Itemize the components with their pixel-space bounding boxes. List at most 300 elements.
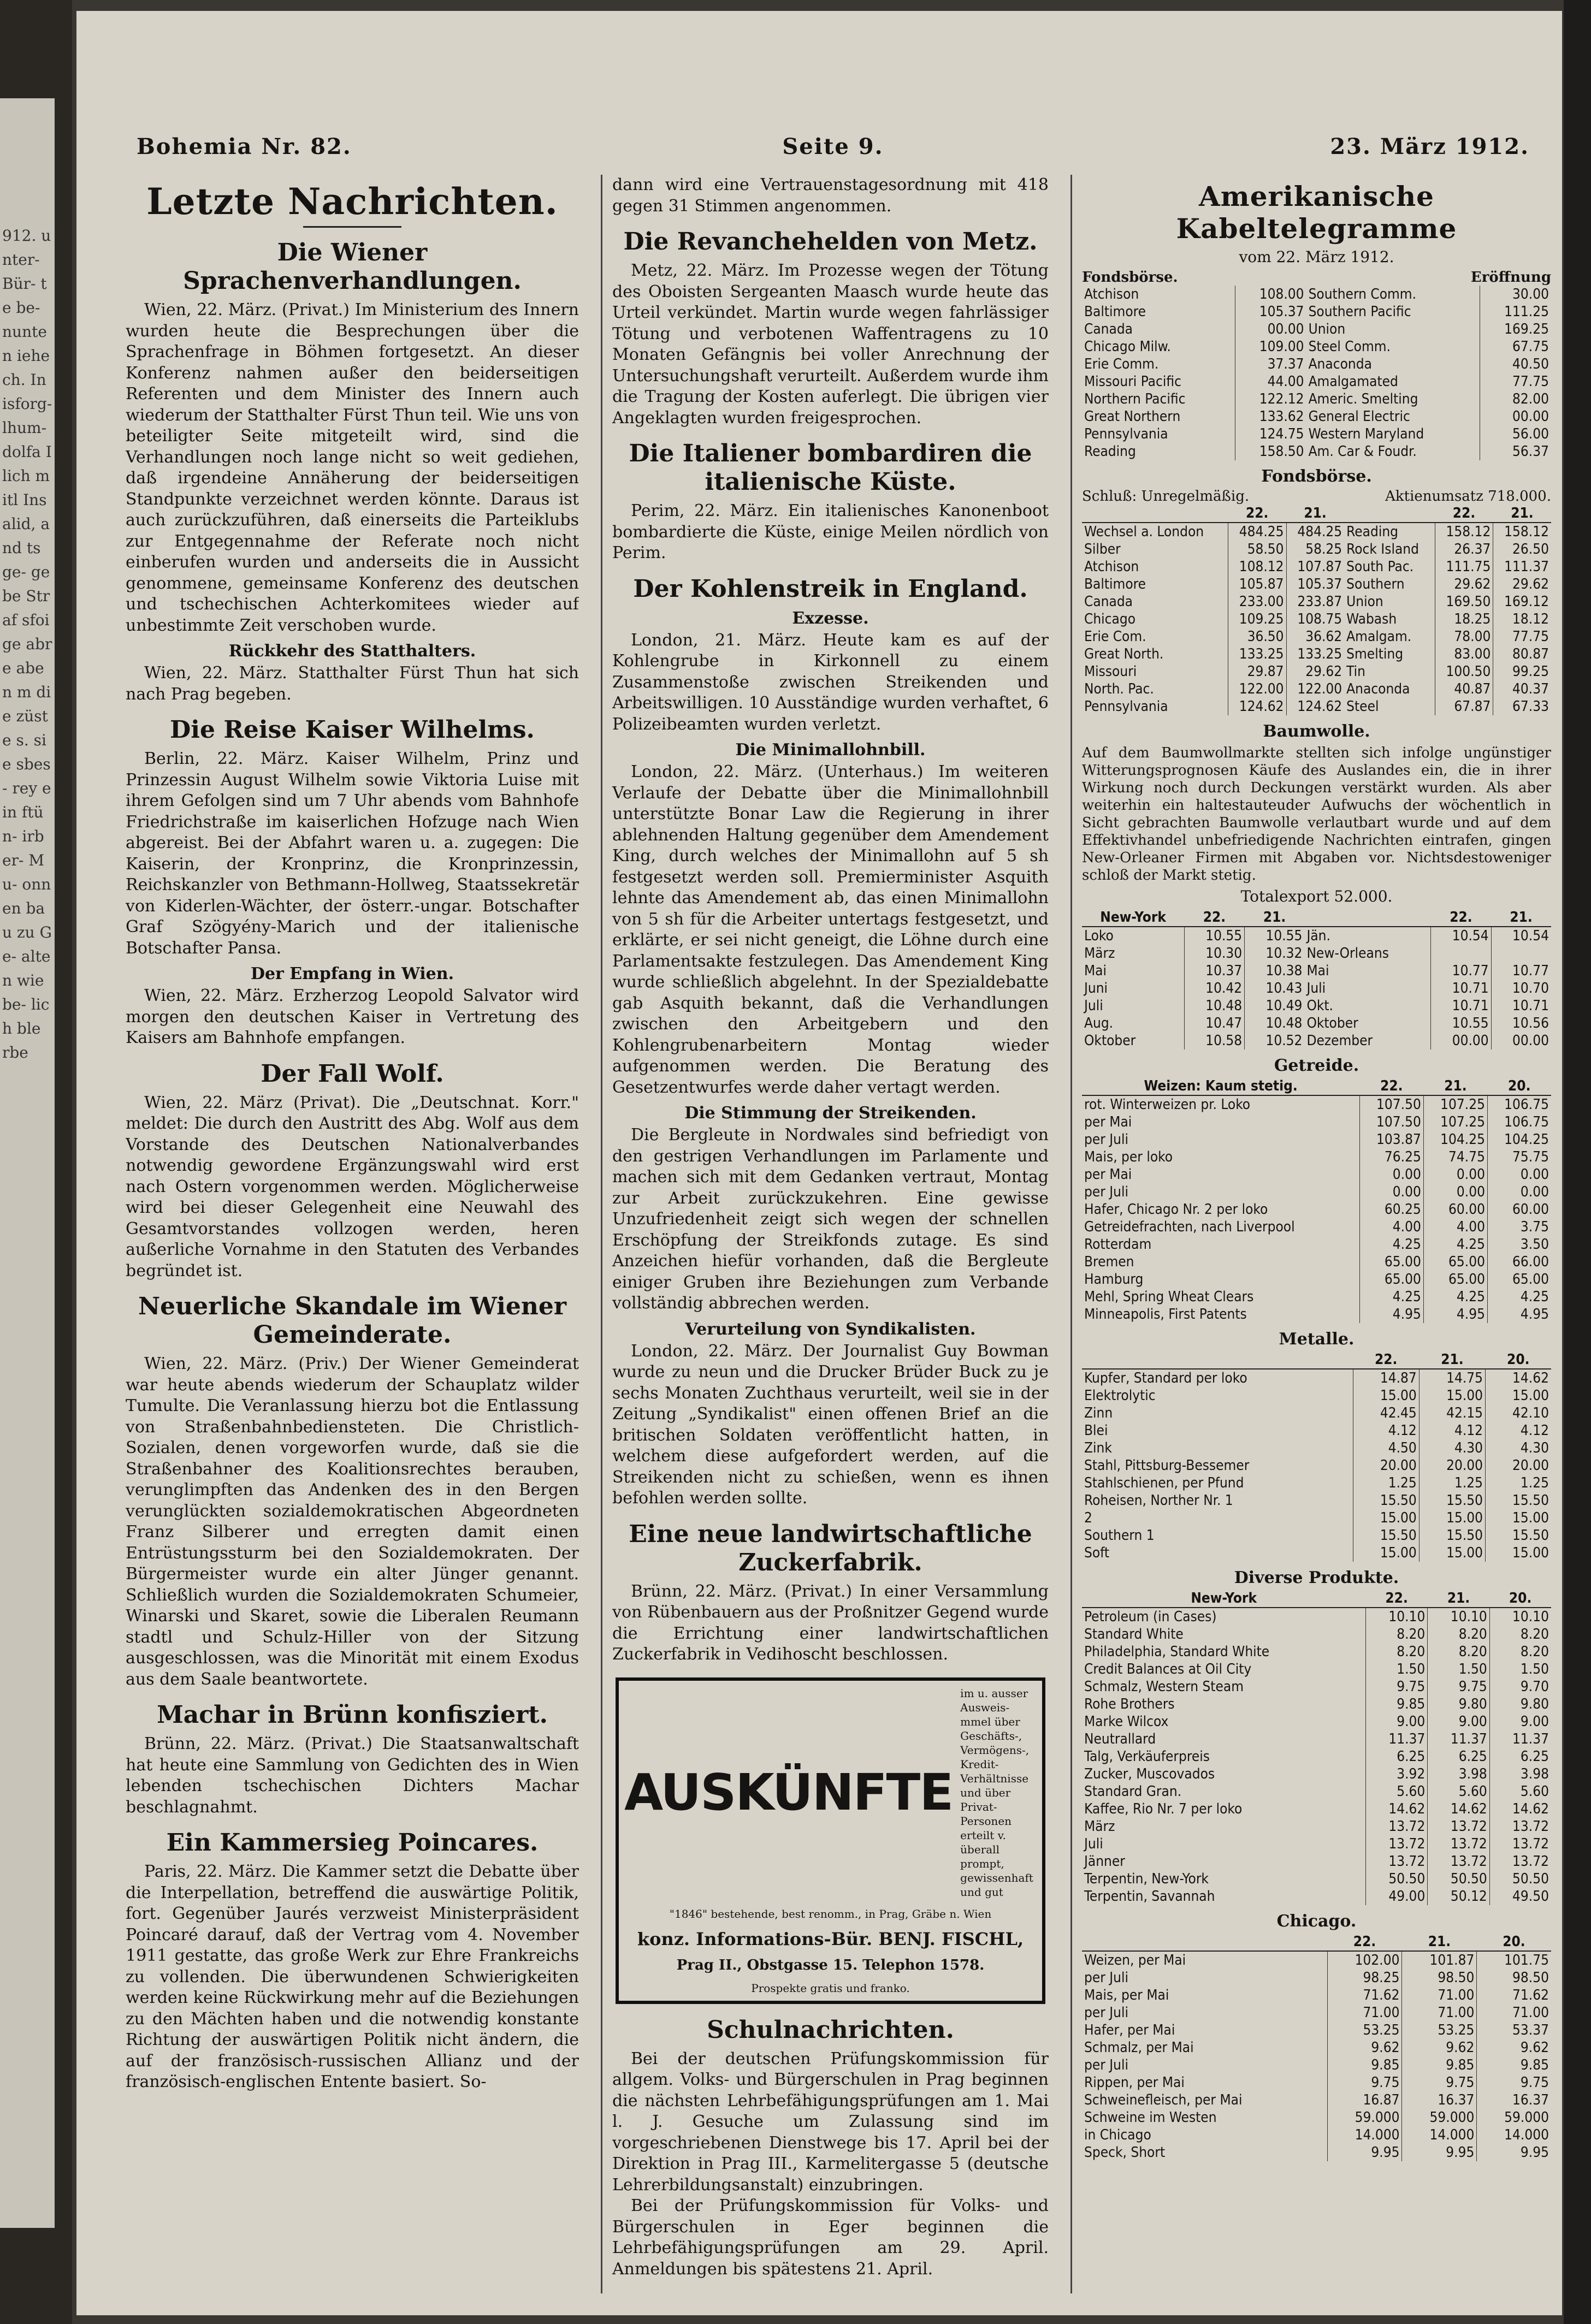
table-cell: 15.50	[1419, 1527, 1485, 1544]
table-label: Fondsbörse.	[1082, 269, 1178, 286]
table-cell: 106.75	[1487, 1095, 1551, 1113]
table-cell: 133.62	[1235, 408, 1306, 425]
table-cell: Elektrolytic	[1084, 1388, 1156, 1404]
table-cell: 15.50	[1486, 1492, 1551, 1509]
article-heading: Der Fall Wolf.	[261, 1059, 444, 1088]
table-row	[1082, 1527, 1551, 1544]
article-subheading: Exzesse.	[792, 608, 869, 628]
table-row	[1082, 1678, 1551, 1695]
table-cell: Reading	[1084, 443, 1136, 460]
table-cell: 3.98	[1489, 1765, 1551, 1783]
market-note: Auf dem Baumwollmarkte stellten sich infolge ungünstiger Witterungsprognosen Käufe des Auslandes ein, die in ihrer Wirkung noch durch Deckungen verstärkt wurden. Als aber weiterhin ein haltestauteuder Aufwuchs der wöchentlich in Sicht gebrachten Baumwolle verlautbart wurde und auf dem Effektivhandel unbefriedigende Nachrichten eintrafen, gingen New-Orleaner Firmen mit Abgaben vor. Nichtsdestoweniger schloß der Markt stetig.	[1082, 745, 1551, 884]
table-cell: 8.20	[1489, 1626, 1551, 1643]
table-cell: Zink	[1084, 1440, 1112, 1456]
article-heading: Eine neue landwirtschaftliche Zuckerfabrik.	[629, 1520, 1032, 1576]
article-subheading: Die Minimallohnbill.	[735, 740, 926, 760]
table-cell: 14.000	[1402, 2126, 1477, 2144]
fonds-open-table	[1082, 286, 1551, 460]
table-cell: Oktober	[1084, 1033, 1136, 1049]
table-row	[1082, 443, 1551, 460]
table-cell: 10.70	[1491, 980, 1551, 997]
table-cell: 10.58	[1184, 1032, 1245, 1050]
table-cell: 107.25	[1423, 1113, 1487, 1131]
table-cell: Chicago	[1084, 611, 1136, 627]
article-text: Wien, 22. März. (Priv.) Der Wiener Gemeinderat war heute abends wiederum der Schauplatz wilder Tumulte. Die Veranlassung hierzu bot die Entlassung von Straßenbahnbediensteten. Die Christlich-Sozialen, denen vorgeworfen wurde, daß sie die Straßenbahner des Koalitionsrechtes berauben, verunglimpften das Andenken des in den Bergen verunglückten sozialdemokratischen Abgeordneten Franz Silberer und erregten damit einen Entrüstungssturm bei den Sozialdemokraten. Der Bürgermeister wurde ein alter Jünger genannt. Schließlich wurden die Sozialdemokraten Schumeier, Winarski und Skaret, sowie die Liberalen Reumann stadtl und Schulz-Hiller von der Sitzung ausgeschlossen, was die Minorität mit einem Exodus aus dem Saale beantwortete.	[126, 1354, 579, 1689]
table-cell: per Juli	[1084, 1131, 1129, 1148]
table-cell: 4.25	[1487, 1288, 1551, 1306]
article-heading: Der Kohlenstreik in England.	[633, 574, 1028, 603]
table-cell: 4.25	[1423, 1236, 1487, 1253]
table-cell: 15.00	[1486, 1387, 1551, 1404]
table-cell: Western Maryland	[1308, 426, 1424, 442]
table-cell: 233.87	[1286, 593, 1344, 610]
table-cell: 11.37	[1428, 1730, 1489, 1748]
article-heading: Die Revanchehelden von Metz.	[623, 228, 1038, 256]
table-row	[1082, 2039, 1551, 2056]
table-cell: 10.49	[1245, 997, 1305, 1015]
table-cell: 107.87	[1286, 558, 1344, 576]
table-cell: Union	[1346, 594, 1383, 610]
table-cell: 98.25	[1327, 1969, 1402, 1987]
table-row	[1082, 927, 1551, 945]
table-header-cell: 21.	[1402, 1933, 1477, 1951]
table-cell: Mehl, Spring Wheat Clears	[1084, 1289, 1254, 1305]
table-cell: 99.25	[1493, 663, 1551, 680]
table-cell: 00.00	[1431, 1032, 1492, 1050]
table-header-cell: 22.	[1365, 1590, 1427, 1608]
table-cell: Missouri	[1084, 663, 1137, 680]
table-cell: Southern 1	[1084, 1527, 1155, 1544]
table-cell: 10.38	[1245, 962, 1305, 980]
table-cell: 0.00	[1359, 1183, 1423, 1201]
table-cell: 13.72	[1365, 1853, 1427, 1870]
table-cell: 124.75	[1235, 425, 1306, 443]
table-cell: 18.12	[1493, 610, 1551, 628]
table-cell: in Chicago	[1084, 2127, 1151, 2143]
table-row	[1082, 1474, 1551, 1492]
article-heading: Die Italiener bombardiren die italienische Küste.	[629, 440, 1032, 496]
table-cell: 15.00	[1486, 1509, 1551, 1527]
article-text: dann wird eine Vertrauenstagesordnung mit 418 gegen 31 Stimmen angenommen.	[612, 175, 1049, 216]
table-cell: Dezember	[1306, 1033, 1373, 1049]
masthead-page-number: Seite 9.	[782, 134, 884, 159]
table-row	[1082, 1288, 1551, 1306]
table-row	[1082, 1853, 1551, 1870]
table-cell: 10.10	[1489, 1608, 1551, 1626]
table-cell: 104.25	[1423, 1131, 1487, 1148]
table-cell: 60.25	[1359, 1201, 1423, 1218]
table-cell: 50.50	[1365, 1870, 1427, 1888]
table-cell: 4.30	[1419, 1439, 1485, 1457]
table-cell: 42.15	[1419, 1404, 1485, 1422]
article-text: Bei der deutschen Prüfungskommission für allgem. Volks- und Bürgerschulen in Prag beginnen die nächsten Lehrbefähigungsprüfungen am 1. Mai l. J. Gesuche um Zulassung sind im vorgeschriebenen Dienstwege bis 17. April bei der Direktion in Prag III., Karmelitergasse 5 (deutsche Lehrerbildungsanstalt) einzubringen.	[612, 2049, 1049, 2195]
ad-footer: Prospekte gratis und franko.	[751, 1981, 910, 1995]
column-3	[1070, 175, 1551, 2293]
table-row	[1082, 2109, 1551, 2126]
table-cell: 4.95	[1359, 1306, 1423, 1323]
table-cell: Mais, per Mai	[1084, 1987, 1169, 2003]
table-cell: 00.00	[1235, 321, 1306, 338]
table-row	[1082, 321, 1551, 338]
table-row	[1082, 373, 1551, 390]
table-cell: Amalgamated	[1308, 374, 1398, 390]
table-cell: Standard Gran.	[1084, 1783, 1182, 1800]
ad-company: konz. Informations-Bür. BENJ. FISCHL,	[637, 1928, 1024, 1949]
table-cell: Union	[1308, 321, 1346, 337]
table-cell: 4.00	[1423, 1218, 1487, 1236]
table-cell: 4.25	[1423, 1288, 1487, 1306]
table-row	[1082, 1095, 1551, 1113]
table-cell: 124.62	[1228, 698, 1286, 715]
advertisement-box	[616, 1677, 1045, 2004]
table-cell: 14.87	[1353, 1369, 1419, 1387]
table-cell: per Juli	[1084, 2005, 1129, 2021]
table-cell: 74.75	[1423, 1148, 1487, 1166]
table-cell: 15.00	[1419, 1509, 1485, 1527]
products-table	[1082, 1590, 1551, 1905]
table-row	[1082, 1748, 1551, 1765]
fonds-close-table	[1082, 505, 1551, 715]
table-cell: 105.37	[1235, 303, 1306, 321]
table-cell: 15.00	[1486, 1544, 1551, 1562]
masthead-paper: Bohemia Nr. 82.	[137, 134, 352, 159]
table-cell: 13.72	[1489, 1835, 1551, 1853]
table-cell: 98.50	[1402, 1969, 1477, 1987]
table-cell: 9.95	[1327, 2144, 1402, 2161]
table-cell: Schmalz, per Mai	[1084, 2040, 1194, 2056]
table-cell: 71.00	[1402, 1987, 1477, 2004]
newspaper-page	[76, 11, 1562, 2315]
table-cell: 9.75	[1477, 2074, 1551, 2091]
table-header-cell: 21.	[1428, 1590, 1489, 1608]
table-cell: 1.50	[1428, 1661, 1489, 1678]
table-cell: 65.00	[1359, 1271, 1423, 1288]
table-cell: 5.60	[1365, 1783, 1427, 1800]
table-row	[1082, 1422, 1551, 1439]
table-row	[1082, 962, 1551, 980]
table-cell: Steel	[1346, 698, 1379, 715]
table-row	[1082, 2144, 1551, 2161]
table-label: Diverse Produkte.	[1234, 1568, 1399, 1587]
table-row	[1082, 2126, 1551, 2144]
article-subheading: Rückkehr des Statthalters.	[228, 642, 476, 661]
ad-headline: AUSKÜNFTE	[624, 1763, 953, 1822]
table-cell: 36.62	[1286, 628, 1344, 645]
table-cell: 10.77	[1431, 962, 1492, 980]
table-row	[1082, 1131, 1551, 1148]
table-cell: 6.25	[1489, 1748, 1551, 1765]
table-cell: 65.00	[1423, 1253, 1487, 1271]
table-cell: 77.75	[1493, 628, 1551, 645]
article-text: Berlin, 22. März. Kaiser Wilhelm, Prinz und Prinzessin August Wilhelm sowie Viktoria Luise mit ihrem Gefolgen sind um 7 Uhr abends vom Bahnhofe Friedrichstraße im kaiserlichen Hofzuge nach Wien abgereist. Bei der Abfahrt waren u. a. zugegen: Die Kaiserin, der Kronprinz, die Kronprinzessin, Reichskanzler von Bethmann-Hollweg, Staatssekretär von Kiderlen-Wächter, der österr.-ungar. Botschafter Graf Szögyény-Marich und der italienische Botschafter Pansa.	[126, 749, 579, 958]
table-cell: Standard White	[1084, 1626, 1184, 1643]
table-row	[1082, 1509, 1551, 1527]
table-header-cell: 22.	[1228, 505, 1286, 523]
table-cell: 169.12	[1493, 593, 1551, 610]
table-cell: Rock Island	[1346, 541, 1419, 558]
table-cell: 15.00	[1353, 1544, 1419, 1562]
table-cell: Amalgam.	[1346, 629, 1412, 645]
table-cell: 9.00	[1365, 1713, 1427, 1730]
table-cell: Missouri Pacific	[1084, 374, 1181, 390]
table-row	[1082, 1870, 1551, 1888]
table-cell: Anaconda	[1308, 356, 1372, 372]
table-cell: 10.56	[1491, 1015, 1551, 1032]
table-row	[1082, 698, 1551, 715]
table-cell: 10.71	[1491, 997, 1551, 1015]
article-text: Die Bergleute in Nordwales sind befriedigt von den gestrigen Verhandlungen im Parlamente und machen sich mit dem Gedanken vertraut, Montag zur Arbeit zurückzukehren. Eine gewisse Unzufriedenheit zeigt sich wegen der schnellen Erschöpfung der Streikfonds zutage. Es sind Anzeichen hiefür vorhanden, daß die Bergleute einiger Gruben ihre Beziehungen zum Verbande vollständig abbrechen werden.	[612, 1125, 1049, 1313]
table-cell: 10.10	[1428, 1608, 1489, 1626]
table-header-cell: 22.	[1431, 909, 1492, 927]
table-cell: 108.75	[1286, 610, 1344, 628]
ad-address: Prag II., Obstgasse 15. Telephon 1578.	[676, 1957, 985, 1973]
table-cell: 124.62	[1286, 698, 1344, 715]
table-header-row	[1082, 1590, 1551, 1608]
table-cell: 16.87	[1327, 2091, 1402, 2109]
table-cell: 9.75	[1327, 2074, 1402, 2091]
scan-left-edge	[0, 0, 72, 2324]
table-cell: Okt.	[1306, 998, 1333, 1014]
table-cell: 59.000	[1327, 2109, 1402, 2126]
article-text: London, 22. März. Der Journalist Guy Bowman wurde zu neun und die Drucker Brüder Buck zu je sechs Monaten Zuchthaus verurteilt, weil sie in der Zeitung „Syndikalist" einen offenen Brief an die britischen Soldaten veröffentlicht hatten, in welchem diese aufgefordert werden, auf die Streikenden nicht zu schießen, wenn es ihnen befohlen werden sollte.	[612, 1341, 1049, 1508]
masthead	[137, 134, 1529, 167]
table-cell: 102.00	[1327, 1951, 1402, 1969]
table-row	[1082, 1253, 1551, 1271]
table-cell: Roheisen, Norther Nr. 1	[1084, 1492, 1233, 1509]
metal-table	[1082, 1351, 1551, 1562]
table-cell: North. Pac.	[1084, 681, 1154, 697]
table-cell: 10.54	[1431, 927, 1492, 945]
table-cell: 105.37	[1286, 576, 1344, 593]
table-row	[1082, 1166, 1551, 1183]
table-cell: 9.75	[1428, 1678, 1489, 1695]
table-row	[1082, 425, 1551, 443]
table-cell: 109.25	[1228, 610, 1286, 628]
table-cell: Schweine im Westen	[1084, 2109, 1217, 2126]
table-cell: Bremen	[1084, 1254, 1134, 1270]
table-cell: Terpentin, Savannah	[1084, 1888, 1215, 1905]
table-cell: 10.48	[1184, 997, 1245, 1015]
table-cell: 4.12	[1486, 1422, 1551, 1439]
table-cell: Rohe Brothers	[1084, 1696, 1175, 1712]
table-cell: Am. Car & Foudr.	[1308, 443, 1417, 460]
table-cell: Rippen, per Mai	[1084, 2074, 1185, 2091]
table-cell: 14.000	[1477, 2126, 1551, 2144]
table-cell: 4.95	[1423, 1306, 1487, 1323]
table-cell: Erie Comm.	[1084, 356, 1159, 372]
table-cell: 11.37	[1489, 1730, 1551, 1748]
table-cell: Jän.	[1306, 928, 1330, 944]
table-cell: 4.00	[1359, 1218, 1423, 1236]
table-cell: Credit Balances at Oil City	[1084, 1661, 1252, 1677]
table-cell: Talg, Verkäuferpreis	[1084, 1748, 1210, 1765]
table-cell: Stahl, Pittsburg-Bessemer	[1084, 1457, 1250, 1474]
table-row	[1082, 1835, 1551, 1853]
table-cell: 9.70	[1489, 1678, 1551, 1695]
article-heading: Machar in Brünn konfisziert.	[157, 1701, 548, 1729]
table-cell: 1.25	[1419, 1474, 1485, 1492]
masthead-date: 23. März 1912.	[1330, 134, 1529, 159]
table-cell: 83.00	[1435, 645, 1493, 663]
article-text: Wien, 22. März (Privat). Die „Deutschnat. Korr." meldet: Die durch den Austritt des Abg. Wolf aus dem Vorstande des Deutschen Nationalverbandes notwendig gewordene Ergänzungswahl wird erst nach Ostern vorgenommen werden. Möglicherweise wird bei dieser Gelegenheit eine Neuwahl des Gesamtvorstandes vollzogen werden, heren außerliche Vornahme in den Statuten des Verbandes begründet ist.	[126, 1093, 579, 1280]
table-cell: General Electric	[1308, 408, 1410, 425]
table-cell: 58.50	[1228, 541, 1286, 558]
table-row	[1082, 1730, 1551, 1748]
scan-right-edge	[1564, 0, 1591, 2324]
table-cell: per Mai	[1084, 1166, 1132, 1183]
table-cell: 71.00	[1477, 2004, 1551, 2021]
table-cell: 49.00	[1365, 1888, 1427, 1905]
table-cell: 111.75	[1435, 558, 1493, 576]
table-cell: Wechsel a. London	[1084, 524, 1204, 540]
table-cell: 484.25	[1228, 523, 1286, 541]
table-row	[1082, 390, 1551, 408]
table-cell: 8.20	[1428, 1626, 1489, 1643]
table-cell: 30.00	[1480, 286, 1551, 303]
table-cell: 49.50	[1489, 1888, 1551, 1905]
table-cell: Mais, per loko	[1084, 1149, 1173, 1165]
table-cell: 50.50	[1489, 1870, 1551, 1888]
ad-description: im u. ausser Ausweis- mmel über Geschäfts-, Vermögens-, Kredit- Verhältnisse und über Privat-Personen erteilt v. überall prompt, gewissenhaft und gut	[960, 1686, 1033, 1899]
table-cell: 15.00	[1353, 1387, 1419, 1404]
table-cell: 10.55	[1245, 927, 1305, 945]
table-header-cell: New-York	[1082, 909, 1184, 927]
table-cell: Loko	[1084, 928, 1114, 944]
table-cell: 15.00	[1419, 1387, 1485, 1404]
table-cell: 3.50	[1487, 1236, 1551, 1253]
table-cell: 11.37	[1365, 1730, 1427, 1748]
table-header-cell: 22.	[1359, 1077, 1423, 1095]
table-cell: Oktober	[1306, 1015, 1358, 1031]
table-row	[1082, 997, 1551, 1015]
table-cell: 9.80	[1428, 1695, 1489, 1713]
table-cell: 101.75	[1477, 1951, 1551, 1969]
table-cell: Atchison	[1084, 286, 1139, 303]
table-cell: 59.000	[1402, 2109, 1477, 2126]
table-cell: 158.50	[1235, 443, 1306, 460]
table-cell: 1.50	[1489, 1661, 1551, 1678]
table-cell: Juli	[1306, 980, 1326, 997]
table-cell: Tin	[1346, 663, 1365, 680]
table-cell: 67.87	[1435, 698, 1493, 715]
table-row	[1082, 2056, 1551, 2074]
table-cell: 2	[1084, 1510, 1092, 1526]
table-row	[1082, 355, 1551, 373]
chicago-table	[1082, 1933, 1551, 2161]
table-cell: 10.55	[1431, 1015, 1492, 1032]
table-cell: Getreidefrachten, nach Liverpool	[1084, 1219, 1295, 1235]
table-row	[1082, 1951, 1551, 1969]
table-row	[1082, 1818, 1551, 1835]
table-cell: Aug.	[1084, 1015, 1114, 1031]
table-row	[1082, 2021, 1551, 2039]
market-export: Totalexport 52.000.	[1240, 887, 1393, 905]
table-cell: 29.87	[1228, 663, 1286, 680]
table-cell: 9.75	[1402, 2074, 1477, 2091]
table-cell: 0.00	[1423, 1183, 1487, 1201]
table-cell: per Juli	[1084, 1184, 1129, 1200]
divider	[303, 226, 401, 228]
market-volume: Aktienumsatz 718.000.	[1385, 488, 1551, 505]
cotton-table	[1082, 909, 1551, 1050]
column-1	[126, 175, 579, 2293]
table-cell: 10.48	[1245, 1015, 1305, 1032]
table-cell: Juni	[1084, 980, 1108, 997]
table-cell: 71.62	[1477, 1987, 1551, 2004]
table-cell: 9.00	[1489, 1713, 1551, 1730]
table-cell: 9.62	[1402, 2039, 1477, 2056]
table-cell: 133.25	[1228, 645, 1286, 663]
table-header-cell: 22.	[1353, 1351, 1419, 1369]
table-row	[1082, 1695, 1551, 1713]
table-cell: 4.95	[1487, 1306, 1551, 1323]
grain-table	[1082, 1077, 1551, 1323]
table-cell: 14.000	[1327, 2126, 1402, 2144]
table-cell: 9.85	[1327, 2056, 1402, 2074]
table-cell: 20.00	[1486, 1457, 1551, 1474]
table-row	[1082, 1015, 1551, 1032]
table-cell: Americ. Smelting	[1308, 391, 1418, 407]
table-header-cell	[1304, 909, 1430, 927]
table-row	[1082, 2004, 1551, 2021]
table-cell: 58.25	[1286, 541, 1344, 558]
table-cell: 0.00	[1487, 1183, 1551, 1201]
table-cell: 9.62	[1327, 2039, 1402, 2056]
table-cell: 169.50	[1435, 593, 1493, 610]
table-cell: 133.25	[1286, 645, 1344, 663]
table-cell: 1.25	[1486, 1474, 1551, 1492]
table-cell: 13.72	[1365, 1818, 1427, 1835]
table-cell: 0.00	[1359, 1166, 1423, 1183]
table-cell: Speck, Short	[1084, 2144, 1166, 2161]
table-cell: 108.00	[1235, 286, 1306, 303]
table-label: Baumwolle.	[1263, 722, 1370, 741]
table-cell: 484.25	[1286, 523, 1344, 541]
table-cell: 10.32	[1245, 945, 1305, 962]
table-header-row	[1082, 1933, 1551, 1951]
table-cell: 15.50	[1353, 1527, 1419, 1544]
table-cell: 53.25	[1327, 2021, 1402, 2039]
table-header-row	[1082, 1351, 1551, 1369]
table-cell: 18.25	[1435, 610, 1493, 628]
table-cell: Minneapolis, First Patents	[1084, 1306, 1247, 1323]
table-cell: 14.62	[1489, 1800, 1551, 1818]
table-row	[1082, 1783, 1551, 1800]
table-cell: per Juli	[1084, 2057, 1129, 2073]
table-cell: Baltimore	[1084, 576, 1146, 592]
table-row	[1082, 1113, 1551, 1131]
table-row	[1082, 1969, 1551, 1987]
table-cell: 66.00	[1487, 1253, 1551, 1271]
table-cell: 71.00	[1327, 2004, 1402, 2021]
table-row	[1082, 1713, 1551, 1730]
table-cell: 65.00	[1423, 1271, 1487, 1288]
table-row	[1082, 303, 1551, 321]
table-cell: Silber	[1084, 541, 1121, 558]
table-cell: 13.72	[1489, 1818, 1551, 1835]
table-header-cell: 21.	[1419, 1351, 1485, 1369]
table-row	[1082, 1032, 1551, 1050]
table-row	[1082, 1183, 1551, 1201]
table-cell: Erie Com.	[1084, 629, 1146, 645]
table-cell: Soft	[1084, 1545, 1110, 1561]
table-cell: 108.12	[1228, 558, 1286, 576]
table-label: Eröffnung	[1470, 269, 1551, 286]
table-row	[1082, 2074, 1551, 2091]
table-cell: 78.00	[1435, 628, 1493, 645]
table-row	[1082, 1148, 1551, 1166]
table-cell: 8.20	[1428, 1643, 1489, 1661]
